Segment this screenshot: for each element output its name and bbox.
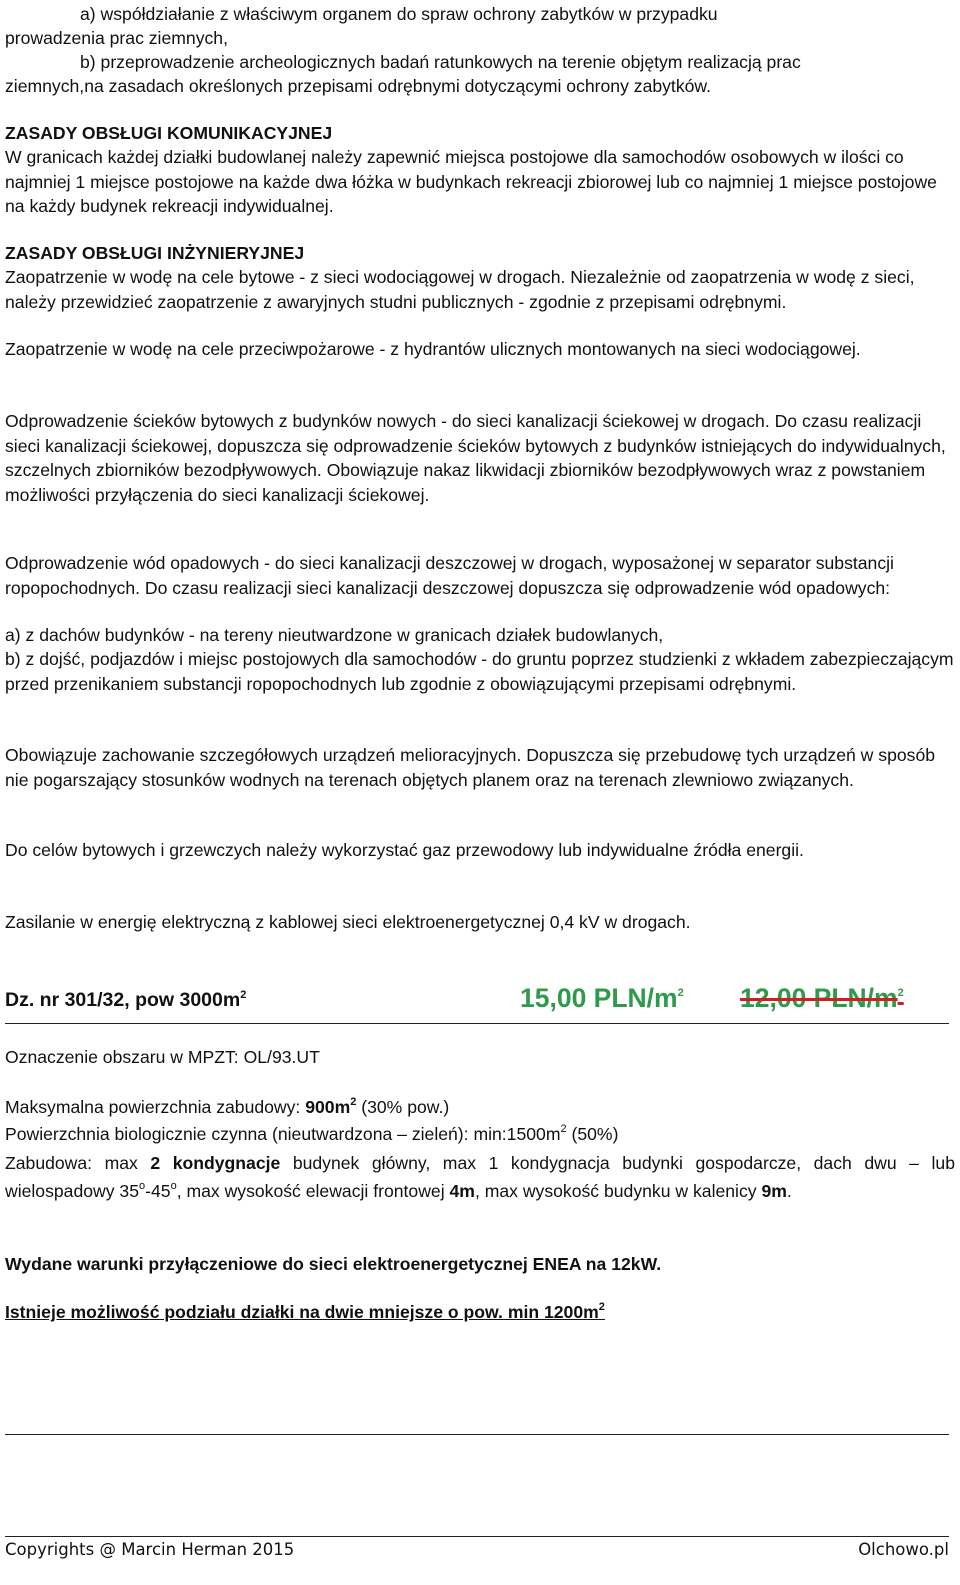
electricity-paragraph: Zasilanie w energię elektryczną z kablowej sieci elektroenergetycznej 0,4 kV w drogach. [5, 912, 691, 932]
bio-area-line [5, 1122, 955, 1147]
footer-copyright: Copyrights @ Marcin Herman 2015 [5, 1540, 295, 1559]
intro-line-b-2: ziemnych,na zasadach określonych przepisami odrębnymi dotyczącymi ochrony zabytków. [5, 76, 712, 96]
plot-label-sup: 2 [240, 988, 247, 1001]
building-text-5: , max wysokość elewacji frontowej [176, 1180, 450, 1201]
fire-water-paragraph: Zaopatrzenie w wodę na cele przeciwpożarowe - z hydrantów ulicznych montowanych na sieci wodociągowej. [5, 339, 861, 359]
footer-site: Olchowo.pl [858, 1540, 949, 1559]
intro-line-a-1: a) współdziałanie z właściwym organem do spraw ochrony zabytków w przypadku [80, 4, 718, 24]
price-old-sup: 2 [897, 987, 904, 1000]
building-text-1: Zabudowa: max [5, 1153, 151, 1173]
ridge-height: 9m [761, 1180, 787, 1201]
division-line [5, 1300, 955, 1325]
building-text-7: , max wysokość budynku w kalenicy [474, 1180, 762, 1201]
bio-area-sup: 2 [560, 1123, 567, 1136]
facade-height: 4m [449, 1180, 475, 1201]
heading-infrastruktura: ZASADY OBSŁUGI INŻYNIERYJNEJ [5, 243, 305, 263]
bio-area-suffix: (50%) [566, 1124, 619, 1144]
building-rules-paragraph [5, 1150, 955, 1205]
melioration-paragraph: Obowiązuje zachowanie szczegółowych urządzeń melioracyjnych. Dopuszcza się przebudowę tych urządzeń w sposób nie pogarszający stosunków wodnych na terenach objętych planem oraz na terenach zlewniowo związanych. [5, 745, 936, 790]
price-row [5, 983, 955, 1023]
price-divider [5, 1023, 949, 1024]
komunikacja-paragraph: W granicach każdej działki budowlanej należy zapewnić miejsca postojowe dla samochodów osobowych w ilości co najmniej 1 miejsce postojowe na każde dwa łóżka w budynkach rekreacji zbiorowej lub co najmniej 1 miejsce postojowe na każdy budynek rekreacji indywidualnej. [5, 147, 937, 216]
building-storeys: 2 kondygnacje [150, 1153, 281, 1173]
degree-sup-2: o [170, 1179, 177, 1192]
mpzt-line: Oznaczenie obszaru w MPZT: OL/93.UT [5, 1047, 320, 1067]
footer-separator-top [5, 1434, 949, 1435]
division-sup: 2 [598, 1301, 605, 1314]
gas-paragraph: Do celów bytowych i grzewczych należy wykorzystać gaz przewodowy lub indywidualne źródła energii. [5, 840, 804, 860]
rainwater-item-b: b) z dojść, podjazdów i miejsc postojowych dla samochodów - do gruntu poprzez studzienki z wkładem zabezpieczającym przed przenikaniem substancji ropopochodnych lub zgodnie z obowiązującymi przepisami odrębnymi. [5, 649, 954, 694]
price-current-text: 15,00 PLN/m [520, 983, 678, 1013]
plot-label [5, 989, 246, 1012]
max-area-value: 900m [305, 1097, 351, 1117]
intro-line-a-2: prowadzenia prac ziemnych, [5, 28, 228, 48]
water-supply-paragraph: Zaopatrzenie w wodę na cele bytowe - z sieci wodociągowej w drogach. Niezależnie od zaopatrzenia w wodę z sieci, należy przewidzieć zaopatrzenie z awaryjnych studni publicznych - zgodnie z przepisami odrębnymi. [5, 267, 915, 312]
footer-separator [5, 1536, 949, 1537]
intro-line-b-1: b) przeprowadzenie archeologicznych badań ratunkowych na terenie objętym realizacją prac [80, 52, 801, 72]
rainwater-item-a: a) z dachów budynków - na tereny nieutwardzone w granicach działek budowlanych, [5, 625, 664, 645]
building-text-3: budynek główny, max 1 kondygnacja budynki gospodarcze, dach dwu – lub wielospadowy 35 [5, 1153, 955, 1201]
building-text-4: -45 [145, 1180, 171, 1201]
heading-komunikacja: ZASADY OBSŁUGI KOMUNIKACYJNEJ [5, 123, 333, 143]
sewage-paragraph: Odprowadzenie ścieków bytowych z budynków nowych - do sieci kanalizacji ściekowej w drogach. Do czasu realizacji sieci kanalizacji ściekowej, dopuszcza się odprowadzenie ścieków bytowych z budynków istniejących do indywidualnych, szczelnych zbiorników bezodpływowych. Obowiązuje nakaz likwidacji zbiorników bezodpływowych wraz z powstaniem możliwości przyłączenia do sieci kanalizacji ściekowej. [5, 411, 946, 505]
degree-sup-1: o [139, 1179, 146, 1192]
max-area-label: Maksymalna powierzchnia zabudowy: [5, 1097, 306, 1117]
price-current-sup: 2 [677, 987, 684, 1000]
bio-area-label: Powierzchnia biologicznie czynna (nieutwardzona – zieleń): min:1500m [5, 1124, 561, 1144]
building-text-9: . [786, 1180, 792, 1201]
max-area-line [5, 1095, 955, 1120]
plot-label-text: Dz. nr 301/32, pow 3000m [5, 989, 241, 1011]
price-current [520, 983, 684, 1014]
division-text: Istnieje możliwość podziału działki na dwie mniejsze o pow. min 1200m [5, 1302, 599, 1322]
price-old-text: 12,00 PLN/m [740, 983, 898, 1013]
enea-line: Wydane warunki przyłączeniowe do sieci elektroenergetycznej ENEA na 12kW. [5, 1254, 662, 1274]
rainwater-paragraph: Odprowadzenie wód opadowych - do sieci kanalizacji deszczowej w drogach, wyposażonej w separator substancji ropopochodnych. Do czasu realizacji sieci kanalizacji deszczowej dopuszcza się odprowadzenie wód opadowych: [5, 553, 894, 598]
max-area-suffix: (30% pow.) [356, 1097, 450, 1117]
price-old [740, 983, 904, 1014]
max-area-sup: 2 [350, 1096, 357, 1109]
